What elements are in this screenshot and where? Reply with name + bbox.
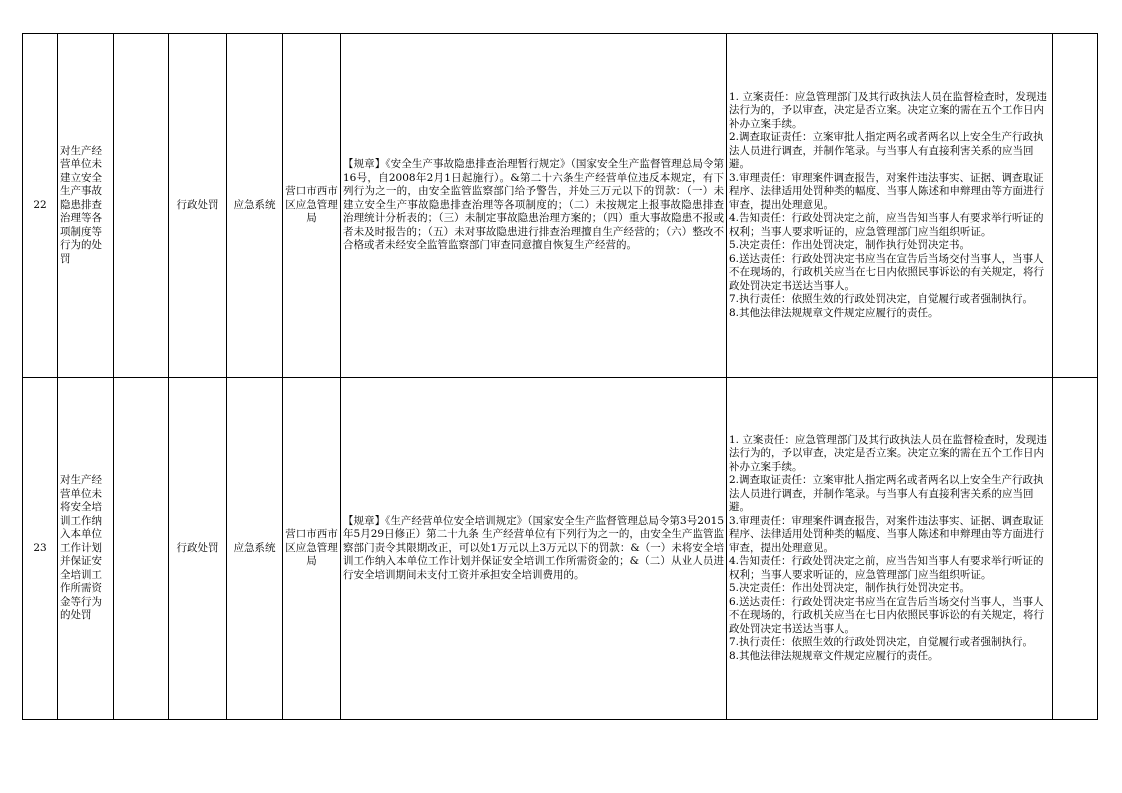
responsibility-item: 3.审理责任：审理案件调查报告，对案件违法事实、证据、调查取证程序、法律适用处罚种类的幅度、当事人陈述和申辩理由等方面进行审查，提出处理意见。 [729, 171, 1044, 211]
responsibility-item: 5.决定责任：作出处罚决定，制作执行处罚决定书。 [729, 239, 971, 252]
responsibility-item: 1. 立案责任：应急管理部门及其行政执法人员在监督检查时，发现违法行为的，予以审查，决定是否立案。决定立案的需在五个工作日内补办立案手续。 [729, 433, 1047, 473]
row-number: 22 [23, 34, 58, 378]
responsibility-item: 3.审理责任：审理案件调查报告，对案件违法事实、证据、调查取证程序、法律适用处罚种类的幅度、当事人陈述和申辩理由等方面进行审查，提出处理意见。 [729, 514, 1044, 554]
table-row [23, 34, 1098, 378]
empty-cell [1053, 378, 1098, 720]
system-name: 应急系统 [227, 378, 283, 720]
responsibility-item: 8.其他法律法规规章文件规定应履行的责任。 [729, 306, 939, 319]
responsibility-item: 7.执行责任：依照生效的行政处罚决定，自觉履行或者强制执行。 [729, 293, 1034, 306]
responsibility-item: 5.决定责任：作出处罚决定，制作执行处罚决定书。 [729, 582, 971, 595]
department-name: 营口市西市区应急管理局 [283, 34, 341, 378]
empty-cell [114, 34, 169, 378]
legal-basis: 【规章】《安全生产事故隐患排查治理暂行规定》（国家安全生产监督管理总局令第16号，自2008年2月1日起施行）。&第二十六条生产经营单位违反本规定，有下列行为之一的，由安全监管监察部门给予警告，并处三万元以下的罚款：（一）未建立安全生产事故隐患排查治理等各项制度的；（二）未按规定上报事故隐患排查治理统计分析表的；（三）未制定事故隐患治理方案的；（四）重大事故隐患不报或者未及时报告的；（五）未对事故隐患进行排查治理擅自生产经营的；（六）整改不合格或者未经安全监管监察部门审查同意擅自恢复生产经营的。 [341, 34, 727, 378]
row-number: 23 [23, 378, 58, 720]
responsibility-item: 2.调查取证责任：立案审批人指定两名或者两名以上安全生产行政执法人员进行调查，并制作笔录。与当事人有直接利害关系的应当回避。 [729, 474, 1044, 514]
system-name: 应急系统 [227, 34, 283, 378]
responsibility-item: 4.告知责任：行政处罚决定之前，应当告知当事人有要求举行听证的权利；当事人要求听证的，应急管理部门应当组织听证。 [729, 212, 1044, 238]
power-category: 行政处罚 [169, 34, 227, 378]
empty-cell [114, 378, 169, 720]
table-row [23, 378, 1098, 720]
power-category: 行政处罚 [169, 378, 227, 720]
responsibility-item: 8.其他法律法规规章文件规定应履行的责任。 [729, 649, 939, 662]
responsibility-list [727, 34, 1053, 378]
responsibility-list [727, 378, 1053, 720]
responsibility-item: 7.执行责任：依照生效的行政处罚决定，自觉履行或者强制执行。 [729, 636, 1034, 649]
responsibility-item: 2.调查取证责任：立案审批人指定两名或者两名以上安全生产行政执法人员进行调查，并制作笔录。与当事人有直接利害关系的应当回避。 [729, 131, 1044, 171]
responsibility-item: 1. 立案责任：应急管理部门及其行政执法人员在监督检查时，发现违法行为的，予以审查，决定是否立案。决定立案的需在五个工作日内补办立案手续。 [729, 90, 1047, 130]
powers-table [22, 33, 1098, 720]
empty-cell [1053, 34, 1098, 378]
responsibility-item: 6.送达责任：行政处罚决定书应当在宣告后当场交付当事人，当事人不在现场的，行政机关应当在七日内依照民事诉讼的有关规定，将行政处罚决定书送达当事人。 [729, 595, 1044, 635]
department-name: 营口市西市区应急管理局 [283, 378, 341, 720]
item-name: 对生产经营单位未建立安全生产事故隐患排查治理等各项制度等行为的处罚 [58, 34, 114, 378]
item-name: 对生产经营单位未将安全培训工作纳入本单位工作计划并保证安全培训工作所需资金等行为的处罚 [58, 378, 114, 720]
responsibility-item: 6.送达责任：行政处罚决定书应当在宣告后当场交付当事人，当事人不在现场的，行政机关应当在七日内依照民事诉讼的有关规定，将行政处罚决定书送达当事人。 [729, 252, 1044, 292]
responsibility-item: 4.告知责任：行政处罚决定之前，应当告知当事人有要求举行听证的权利；当事人要求听证的，应急管理部门应当组织听证。 [729, 555, 1044, 581]
legal-basis: 【规章】《生产经营单位安全培训规定》（国家安全生产监督管理总局令第3号2015年5月29日修正）第二十九条 生产经营单位有下列行为之一的，由安全生产监管监察部门责令其限期改正，可以处1万元以上3万元以下的罚款：&（一）未将安全培训工作纳入本单位工作计划并保证安全培训工作所需资金的；&（二）从业人员进行安全培训期间未支付工资并承担安全培训费用的。 [341, 378, 727, 720]
